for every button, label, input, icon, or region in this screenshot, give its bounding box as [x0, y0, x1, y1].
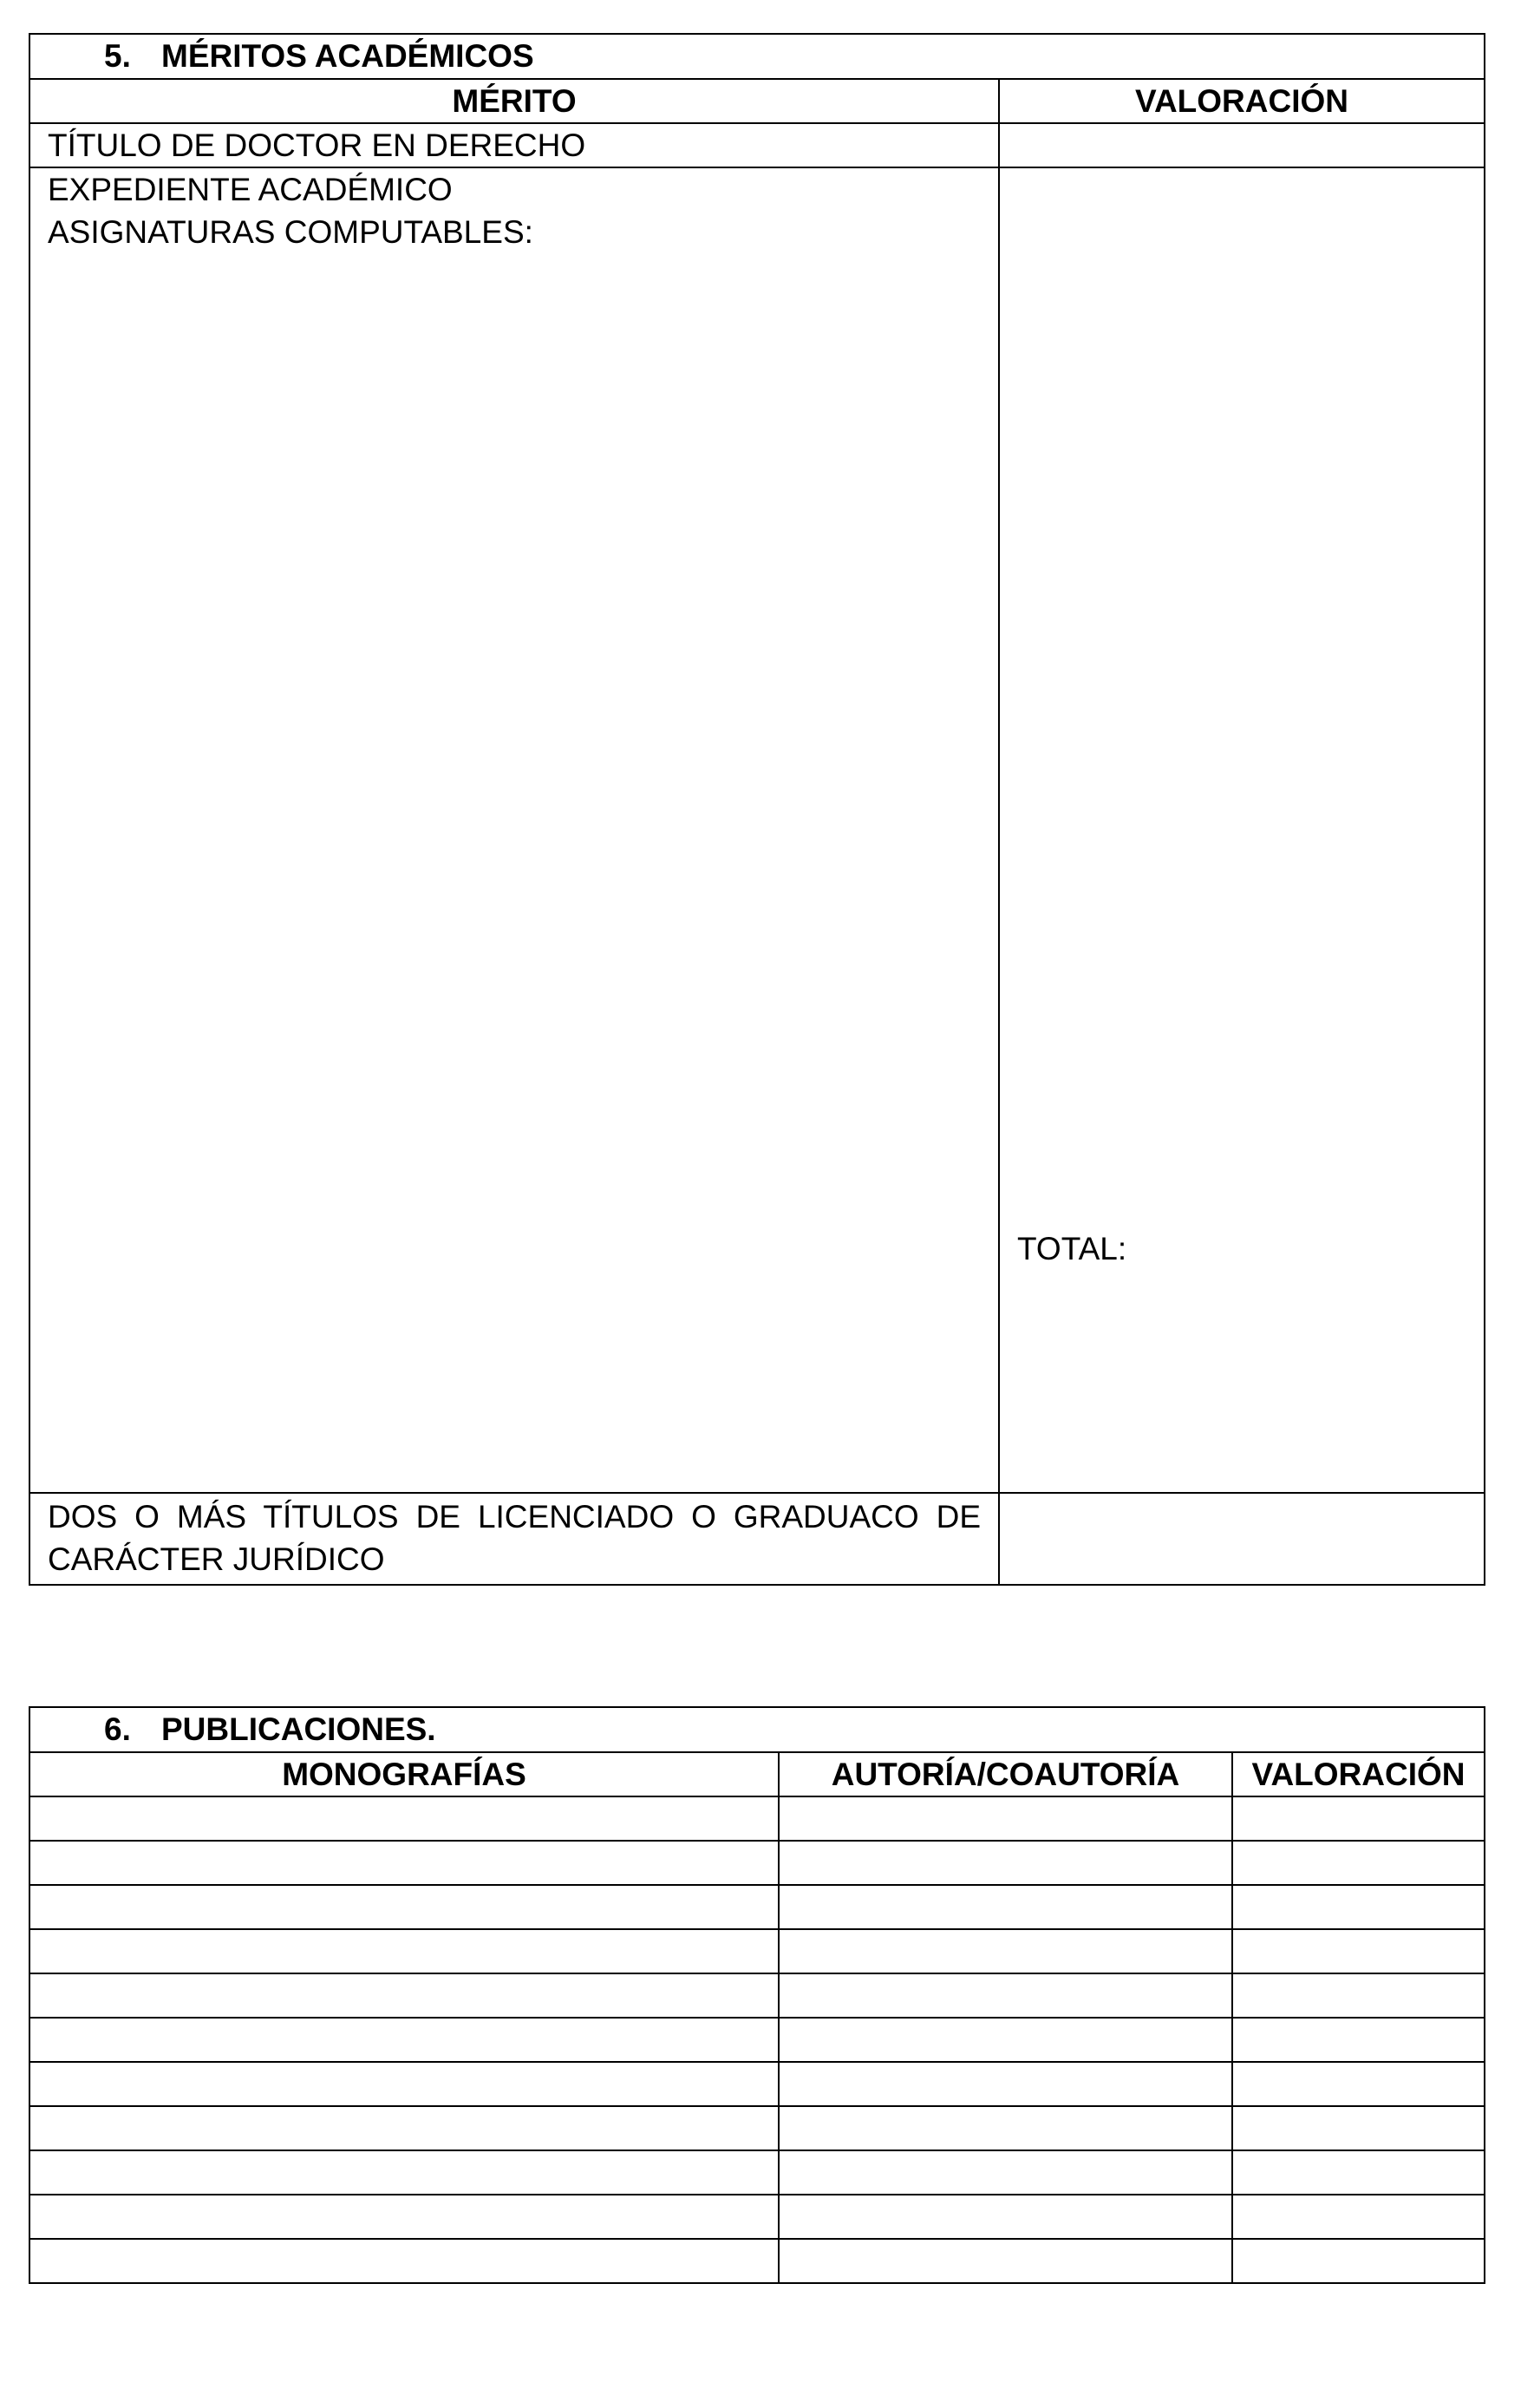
valoracion-cell[interactable] [1232, 1929, 1485, 1973]
total-label: TOTAL: [1017, 1231, 1127, 1266]
autoria-cell[interactable] [779, 1885, 1232, 1929]
table-row [29, 2018, 1485, 2062]
column-header-autoria: AUTORÍA/COAUTORÍA [779, 1752, 1232, 1796]
section-title-text: PUBLICACIONES. [161, 1711, 436, 1747]
autoria-cell[interactable] [779, 2106, 1232, 2150]
valoracion-cell[interactable] [1232, 2062, 1485, 2106]
valoracion-cell[interactable] [1232, 2106, 1485, 2150]
monografia-cell[interactable] [29, 1841, 779, 1885]
autoria-cell[interactable] [779, 1973, 1232, 2018]
table-row [29, 1885, 1485, 1929]
monografia-cell[interactable] [29, 1796, 779, 1841]
publications-table [29, 1706, 1485, 2284]
column-header-monografias: MONOGRAFÍAS [29, 1752, 779, 1796]
autoria-cell[interactable] [779, 2018, 1232, 2062]
valoracion-cell[interactable] [1232, 2239, 1485, 2283]
section-title-text: MÉRITOS ACADÉMICOS [161, 38, 534, 74]
valoracion-doctor-cell[interactable] [999, 123, 1485, 167]
asignaturas-label: ASIGNATURAS COMPUTABLES: [48, 214, 533, 250]
column-header-valoracion: VALORACIÓN [999, 79, 1485, 123]
table-row [29, 1929, 1485, 1973]
valoracion-cell[interactable] [1232, 1796, 1485, 1841]
valoracion-cell[interactable] [1232, 1885, 1485, 1929]
monografia-cell[interactable] [29, 2195, 779, 2239]
monografia-cell[interactable] [29, 2239, 779, 2283]
merit-expediente-cell [29, 167, 999, 1493]
table-row [29, 1973, 1485, 2018]
monografia-cell[interactable] [29, 2150, 779, 2195]
table-row [29, 2150, 1485, 2195]
monografia-cell[interactable] [29, 2106, 779, 2150]
section-number: 5. [104, 38, 131, 74]
autoria-cell[interactable] [779, 2239, 1232, 2283]
table-row [29, 2062, 1485, 2106]
valoracion-cell[interactable] [1232, 2018, 1485, 2062]
valoracion-cell[interactable] [1232, 1973, 1485, 2018]
expediente-label: EXPEDIENTE ACADÉMICO [48, 172, 453, 207]
valoracion-titulos-cell[interactable] [999, 1493, 1485, 1585]
valoracion-expediente-cell[interactable] [999, 167, 1485, 1493]
column-header-merito: MÉRITO [29, 79, 999, 123]
autoria-cell[interactable] [779, 1841, 1232, 1885]
table-row [29, 2239, 1485, 2283]
table-row [29, 2195, 1485, 2239]
column-header-valoracion: VALORACIÓN [1232, 1752, 1485, 1796]
table-row [29, 1796, 1485, 1841]
academic-section-title [29, 34, 1485, 79]
section-number: 6. [104, 1711, 131, 1747]
publications-section-title [29, 1707, 1485, 1752]
autoria-cell[interactable] [779, 2062, 1232, 2106]
valoracion-cell[interactable] [1232, 2195, 1485, 2239]
valoracion-cell[interactable] [1232, 2150, 1485, 2195]
table-row [29, 1841, 1485, 1885]
autoria-cell[interactable] [779, 1796, 1232, 1841]
valoracion-cell[interactable] [1232, 1841, 1485, 1885]
autoria-cell[interactable] [779, 2195, 1232, 2239]
monografia-cell[interactable] [29, 1885, 779, 1929]
monografia-cell[interactable] [29, 1973, 779, 2018]
autoria-cell[interactable] [779, 1929, 1232, 1973]
monografia-cell[interactable] [29, 2018, 779, 2062]
monografia-cell[interactable] [29, 1929, 779, 1973]
monografia-cell[interactable] [29, 2062, 779, 2106]
merit-titulos-juridicos: DOS O MÁS TÍTULOS DE LICENCIADO O GRADUACO DE CARÁCTER JURÍDICO [29, 1493, 999, 1585]
merit-doctor-title: TÍTULO DE DOCTOR EN DERECHO [29, 123, 999, 167]
autoria-cell[interactable] [779, 2150, 1232, 2195]
table-row [29, 2106, 1485, 2150]
academic-merits-table [29, 33, 1485, 1586]
